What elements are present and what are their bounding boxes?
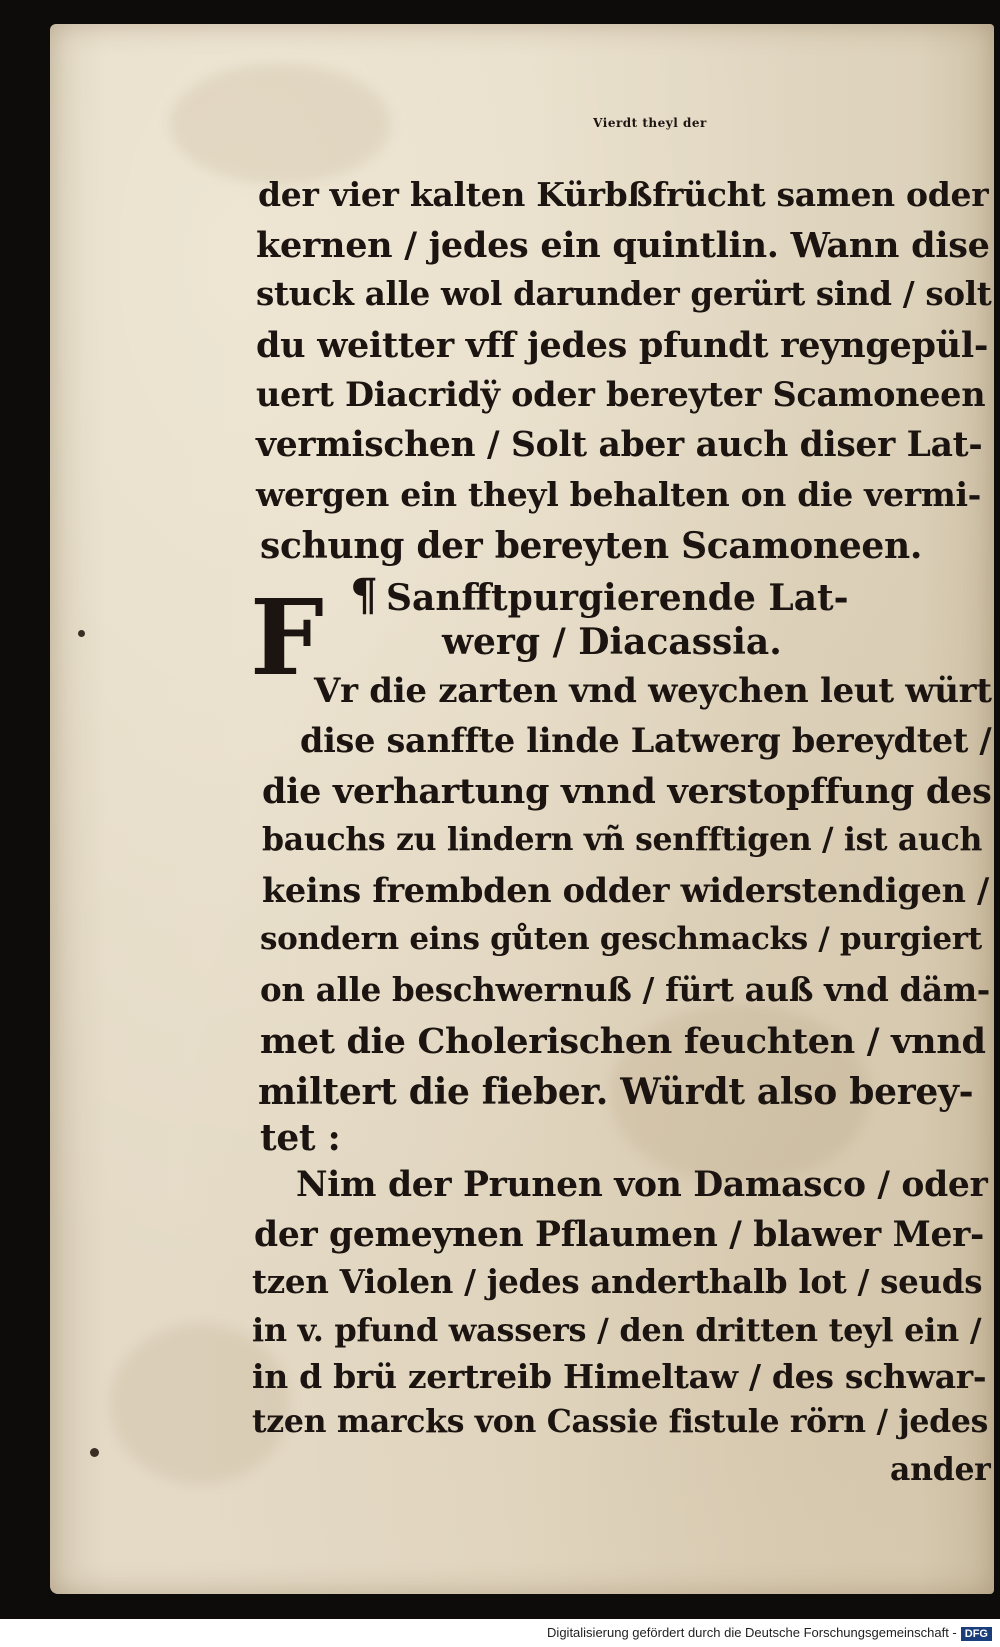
text-line: wergen ein theyl behalten on die vermi- — [256, 475, 982, 514]
section-heading — [350, 570, 849, 621]
text-line: dise sanffte linde Latwerg bereydtet / — [300, 721, 992, 760]
text-line: uert Diacridÿ oder bereyter Scamoneen — [256, 375, 986, 414]
ink-spot — [90, 1448, 99, 1457]
text-line: Nim der Prunen von Damasco / oder — [296, 1165, 988, 1205]
text-line: der vier kalten Kürbßfrücht samen oder — [258, 175, 989, 214]
text-line: met die Cholerischen feuchten / vnnd — [260, 1021, 986, 1062]
book-page — [50, 24, 994, 1594]
dfg-logo: DFG — [961, 1627, 992, 1641]
footer-credit — [547, 1625, 992, 1641]
text-line: tzen marcks von Cassie fistule rörn / jedes — [252, 1403, 989, 1440]
text-line: vermischen / Solt aber auch diser Lat- — [256, 425, 983, 465]
text-line: bauchs zu lindern vñ senfftigen / ist auch — [262, 821, 983, 858]
text-line: schung der bereyten Scamoneen. — [260, 525, 923, 567]
text-line: on alle beschwernuß / fürt auß vnd däm- — [260, 970, 990, 1009]
text-line: stuck alle wol darunder gerürt sind / solt — [256, 274, 992, 313]
text-line: in v. pfund wassers / den dritten teyl ein / — [252, 1311, 982, 1349]
text-line: tet : — [260, 1117, 341, 1159]
ink-spot — [78, 630, 85, 637]
section-heading-line-1: Sanfftpurgierende Lat- — [386, 577, 849, 619]
footer-credit-text: Digitalisierung gefördert durch die Deutsche Forschungsgemeinschaft - — [547, 1625, 957, 1641]
drop-initial: F — [250, 576, 324, 699]
section-heading-line-2: werg / Diacassia. — [442, 621, 782, 663]
text-line: miltert die fieber. Würdt also berey- — [258, 1071, 974, 1113]
text-line: tzen Violen / jedes anderthalb lot / seuds — [252, 1262, 983, 1301]
text-line: du weitter vff jedes pfundt reyngepül- — [256, 325, 989, 366]
text-line: Vr die zarten vnd weychen leut würt — [314, 671, 992, 711]
running-head: Vierdt theyl der — [593, 116, 707, 130]
text-line: in d brü zertreib Himeltaw / des schwar- — [252, 1357, 987, 1396]
pilcrow-icon: ¶ — [350, 570, 378, 621]
text-line: keins frembden odder widerstendigen / — [262, 871, 989, 910]
footer-bar — [0, 1619, 1000, 1647]
text-line: der gemeynen Pflaumen / blawer Mer- — [254, 1215, 985, 1255]
text-line: kernen / jedes ein quintlin. Wann dise — [256, 225, 990, 266]
text-line: die verhartung vnnd verstopffung des — [262, 771, 992, 812]
catchword: ander — [890, 1451, 991, 1488]
text-line: sondern eins gůten geschmacks / purgiert — [260, 921, 982, 957]
